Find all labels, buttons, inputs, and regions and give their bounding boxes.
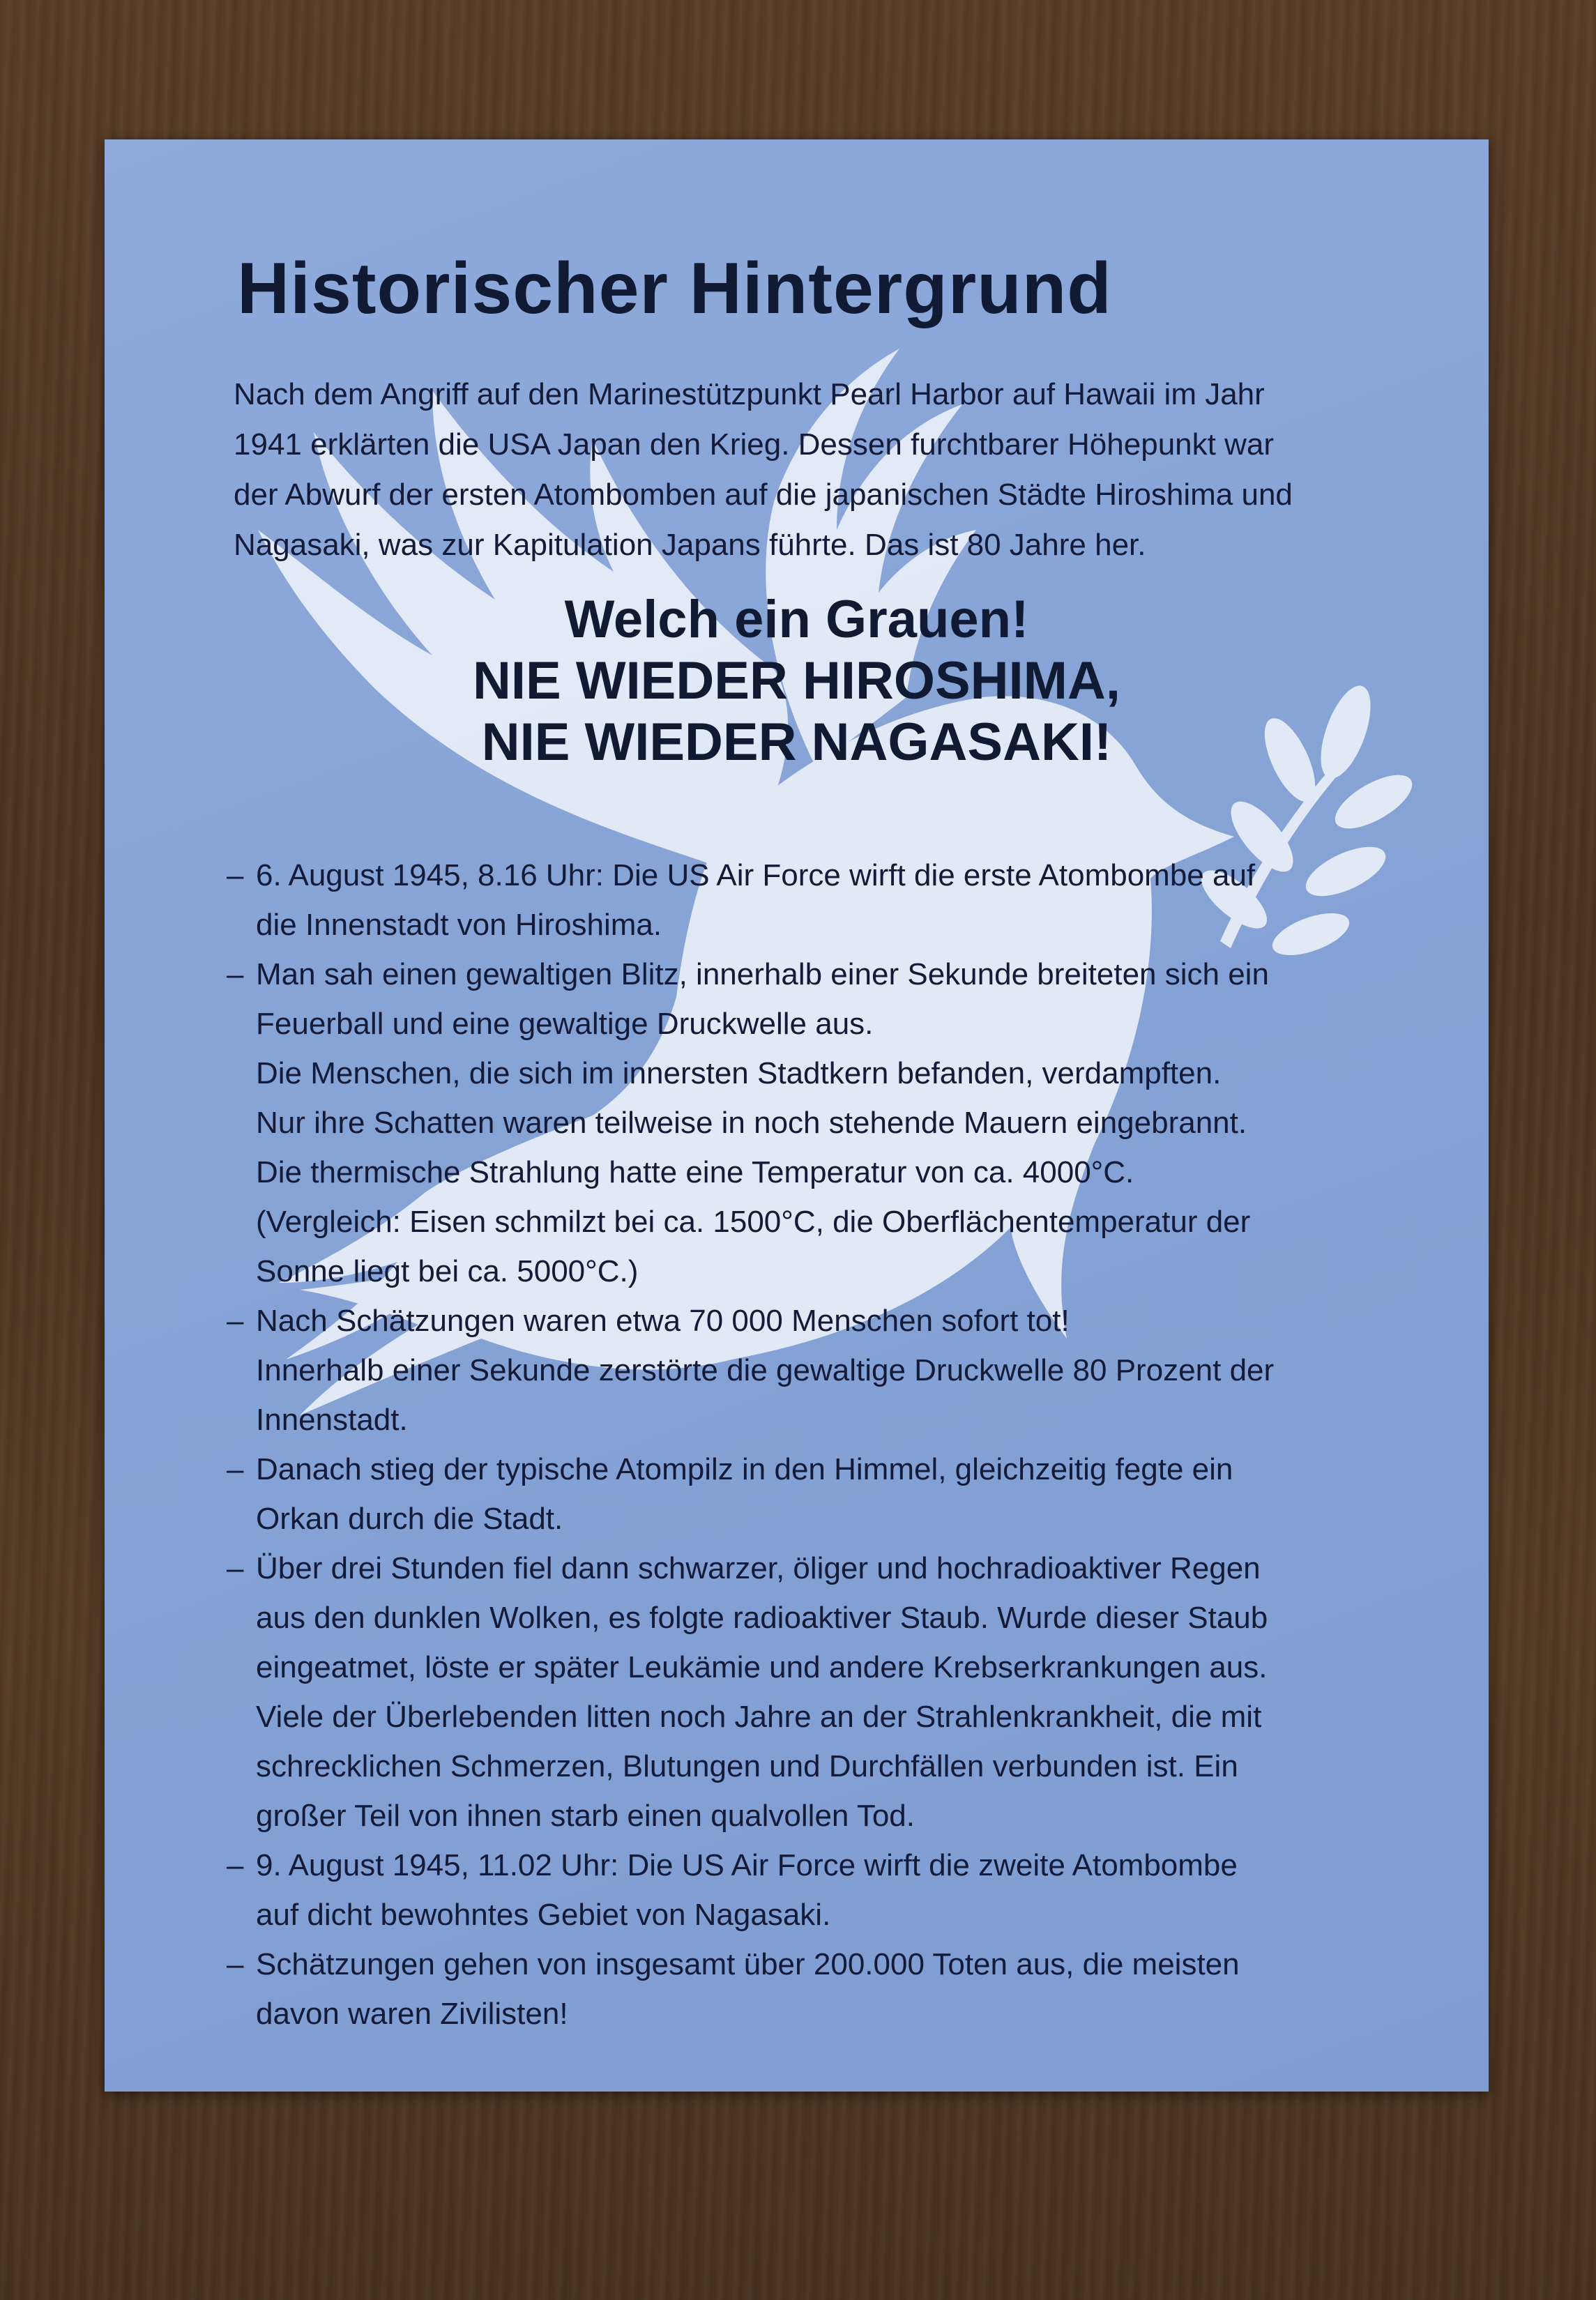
fact-line: Nach Schätzungen waren etwa 70 000 Menschen sofort tot! [256,1304,1070,1338]
flyer-content [105,139,1489,2092]
bullet-dash: – [227,1947,244,1981]
fact-line: 6. August 1945, 8.16 Uhr: Die US Air Force wirft die erste Atombombe auf [256,858,1256,892]
bullet-dash: – [227,1304,244,1338]
fact-line: Feuerball und eine gewaltige Druckwelle aus. [256,1007,874,1041]
slogan-line: NIE WIEDER HIROSHIMA, [473,651,1120,710]
fact-line: eingeatmet, löste er später Leukämie und andere Krebserkrankungen aus. [256,1650,1268,1684]
bullet-dash: – [227,1848,244,1882]
list-item [227,1296,1454,1445]
fact-line: Die Menschen, die sich im innersten Stadtkern befanden, verdampften. [256,1056,1222,1090]
fact-line: auf dicht bewohntes Gebiet von Nagasaki. [256,1898,831,1932]
fact-line: (Vergleich: Eisen schmilzt bei ca. 1500°C, die Oberflächentemperatur der [256,1205,1251,1239]
fact-line: Sonne liegt bei ca. 5000°C.) [256,1254,639,1288]
list-item [227,1544,1454,1841]
flyer-card [105,139,1489,2092]
fact-line: Man sah einen gewaltigen Blitz, innerhalb einer Sekunde breiteten sich ein [256,957,1269,991]
fact-line: Innenstadt. [256,1403,408,1437]
fact-line: die Innenstadt von Hiroshima. [256,908,662,942]
fact-line: 9. August 1945, 11.02 Uhr: Die US Air Force wirft die zweite Atombombe [256,1848,1238,1882]
bullet-dash: – [227,957,244,991]
fact-line: Innerhalb einer Sekunde zerstörte die gewaltige Druckwelle 80 Prozent der [256,1353,1275,1387]
fact-line: Orkan durch die Stadt. [256,1502,563,1536]
fact-line: Danach stieg der typische Atompilz in den Himmel, gleichzeitig fegte ein [256,1452,1233,1486]
fact-line: Die thermische Strahlung hatte eine Temperatur von ca. 4000°C. [256,1155,1134,1189]
intro-line: Nach dem Angriff auf den Marinestützpunkt Pearl Harbor auf Hawaii im Jahr [234,377,1265,411]
page-title: Historischer Hintergrund [237,248,1112,329]
slogan-line: Welch ein Grauen! [564,590,1029,649]
intro-line: 1941 erklärten die USA Japan den Krieg. Dessen furchtbarer Höhepunkt war [234,427,1274,462]
bullet-dash: – [227,1551,244,1585]
bullet-dash: – [227,1452,244,1486]
fact-line: Viele der Überlebenden litten noch Jahre an der Strahlenkrankheit, die mit [256,1700,1262,1734]
fact-line: davon waren Zivilisten! [256,1997,568,2031]
facts-list [227,851,1454,2039]
intro-line: der Abwurf der ersten Atombomben auf die japanischen Städte Hiroshima und [234,478,1293,512]
list-item [227,950,1454,1296]
fact-line: schrecklichen Schmerzen, Blutungen und Durchfällen verbunden ist. Ein [256,1749,1238,1783]
list-item [227,1940,1454,2039]
list-item [227,1445,1454,1544]
fact-line: aus den dunklen Wolken, es folgte radioaktiver Staub. Wurde dieser Staub [256,1601,1268,1635]
fact-line: Über drei Stunden fiel dann schwarzer, öliger und hochradioaktiver Regen [256,1551,1261,1585]
slogan-heading [105,589,1489,773]
intro-line: Nagasaki, was zur Kapitulation Japans führte. Das ist 80 Jahre her. [234,528,1146,562]
fact-line: großer Teil von ihnen starb einen qualvollen Tod. [256,1799,915,1833]
intro-paragraph [234,370,1419,570]
bullet-dash: – [227,858,244,892]
fact-line: Nur ihre Schatten waren teilweise in noch stehende Mauern eingebrannt. [256,1106,1247,1140]
list-item [227,851,1454,950]
list-item [227,1841,1454,1940]
slogan-line: NIE WIEDER NAGASAKI! [481,713,1112,772]
fact-line: Schätzungen gehen von insgesamt über 200.000 Toten aus, die meisten [256,1947,1240,1981]
